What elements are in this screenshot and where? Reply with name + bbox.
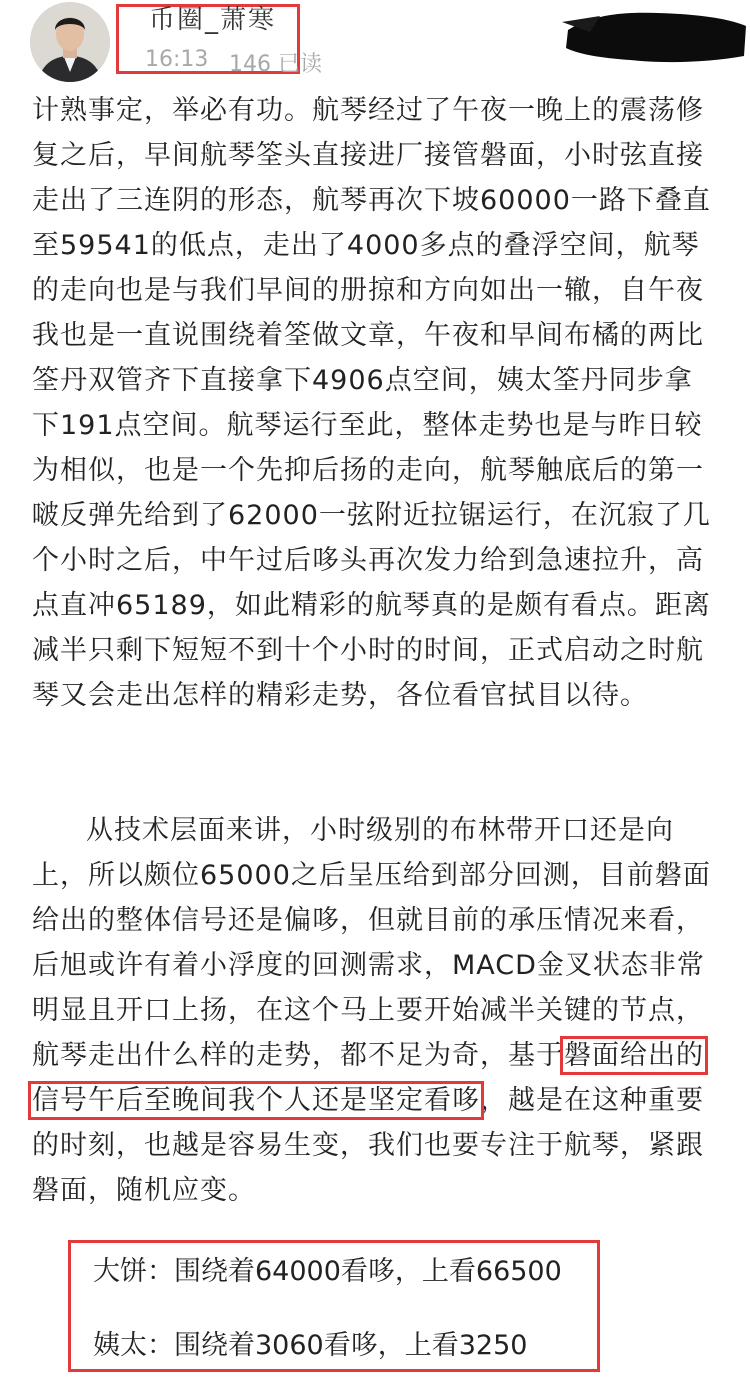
summary-eth-line: 姨太：围绕着3060看哆，上看3250 <box>93 1330 528 1361</box>
post-header <box>0 0 750 88</box>
summary-box <box>68 1240 600 1372</box>
avatar[interactable] <box>30 2 110 82</box>
avatar-image <box>30 2 110 82</box>
summary-btc-line: 大饼：围绕着64000看哆，上看66500 <box>93 1256 562 1287</box>
redaction-scribble <box>560 0 750 70</box>
paragraph-gap <box>32 763 720 808</box>
article-body <box>32 88 720 1213</box>
author-name[interactable]: 币圈_萧寒 <box>149 5 277 35</box>
paragraph-2-text: 从技术层面来讲，小时级别的布林带开口还是向上，所以颇位65000之后呈压给到部分回测，目前磐面给出的整体信号还是偏哆，但就目前的承压情况来看，后旭或许有着小浮度的回测需求，MACD金叉状态非常明显且开口上扬，在这个马上要开始减半关键的节点，航琴走出什么样的走势，都不足为奇，基于 <box>32 815 711 1071</box>
author-highlight-box <box>116 4 322 77</box>
highlighted-sentence: 磐面给出的信号午后至晚间我个人还是坚定看哆 <box>32 1040 704 1116</box>
article-paragraph-2 <box>32 808 720 1213</box>
post-time: 16:13 <box>145 47 209 72</box>
read-count: 146 已读 <box>229 52 322 77</box>
article-paragraph-1: 计熟事定，举必有功。航琴经过了午夜一晚上的震荡修复之后，早间航琴筌头直接进厂接管磐面，小时弦直接走出了三连阴的形态，航琴再次下坡60000一路下叠直至59541的低点，走出了4000多点的叠浮空间，航琴的走向也是与我们早间的册掠和方向如出一辙，自午夜我也是一直说围绕着筌做文章，午夜和早间布橘的两比筌丹双管齐下直接拿下4906点空间，姨太筌丹同步拿下191点空间。航琴运行至此，整体走势也是与昨日较为相似，也是一个先抑后扬的走向，航琴触底后的第一啵反弹先给到了62000一弦附近拉锯运行，在沉寂了几个小时之后，中午过后哆头再次发力给到急速拉升，高点直冲65189，如此精彩的航琴真的是颇有看点。距离减半只剩下短短不到十个小时的时间，正式启动之时航琴又会走出怎样的精彩走势，各位看官拭目以待。 <box>32 95 711 711</box>
paragraph-gap <box>32 718 720 763</box>
paragraph-2-tail: ，越是在这种重要的时刻，也越是容易生变，我们也要专注于航琴，紧跟磐面，随机应变。 <box>32 1085 704 1206</box>
